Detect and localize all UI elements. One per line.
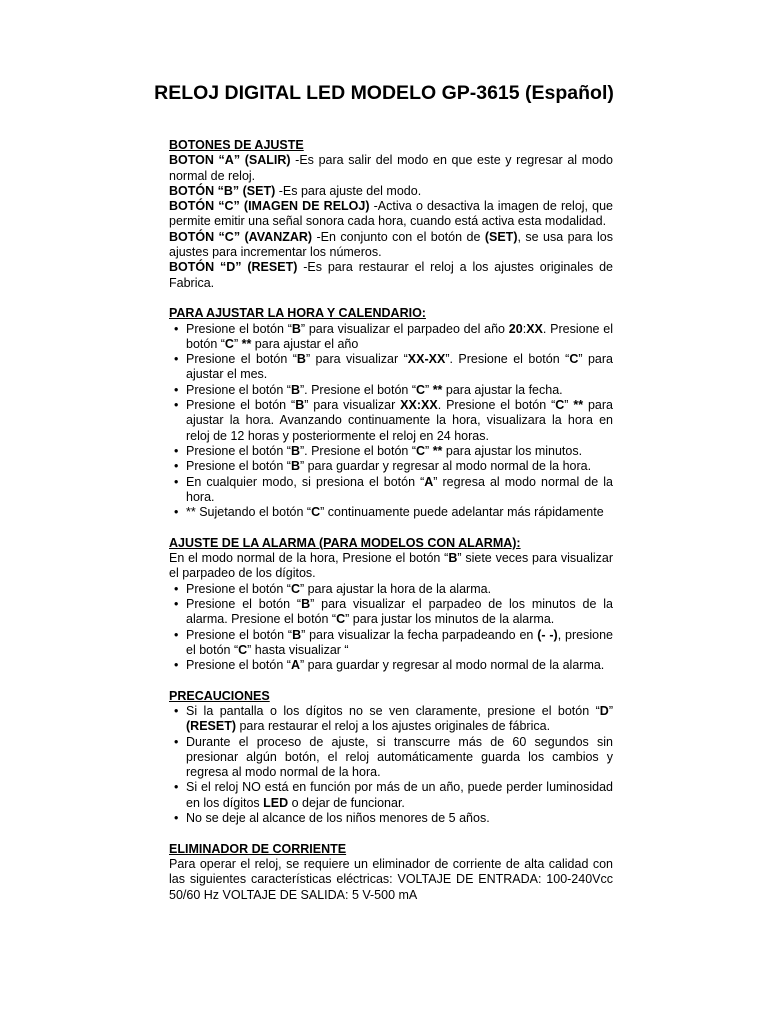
section-ajustar-hora xyxy=(169,306,613,520)
section-heading-eliminador: ELIMINADOR DE CORRIENTE xyxy=(169,841,347,856)
list-item: • Presione el botón “B”. Presione el botón “C” ** para ajustar los minutos. xyxy=(169,444,613,459)
list-precauciones xyxy=(169,704,613,826)
list-item: • Si el reloj NO está en función por más de un año, puede perder luminosidad en los dígitos LED o dejar de funcionar. xyxy=(169,780,613,811)
paragraph-eliminador: Para operar el reloj, se requiere un eliminador de corriente de alta calidad con las siguientes características eléctricas: VOLTAJE DE ENTRADA: 100-240Vcc 50/60 Hz VOLTAJE DE SALIDA: 5 V-500 mA xyxy=(169,856,613,902)
list-item: • No se deje al alcance de los niños menores de 5 años. xyxy=(169,811,613,826)
paragraph-boton-d: BOTÓN “D” (RESET) -Es para restaurar el reloj a los ajustes originales de Fabrica. xyxy=(169,260,613,290)
list-item: • Si la pantalla o los dígitos no se ven claramente, presione el botón “D” (RESET) para restaurar el reloj a los ajustes originales de fábrica. xyxy=(169,704,613,735)
list-item: • En cualquier modo, si presiona el botón “A” regresa al modo normal de la hora. xyxy=(169,475,613,506)
section-heading-alarma: AJUSTE DE LA ALARMA (PARA MODELOS CON ALARMA): xyxy=(169,535,521,550)
section-heading-precauciones: PRECAUCIONES xyxy=(169,688,270,703)
page-title: RELOJ DIGITAL LED MODELO GP-3615 (Español) xyxy=(154,82,614,104)
paragraph-boton-c-avanzar: BOTÓN “C” (AVANZAR) -En conjunto con el botón de (SET), se usa para los ajustes para incrementar los números. xyxy=(169,229,614,260)
list-item: • Presione el botón “B” para visualizar el parpadeo de los minutos de la alarma. Presione el botón “C” para justar los minutos de la alarma. xyxy=(169,597,613,628)
list-item: • Presione el botón “B” para visualizar XX:XX. Presione el botón “C” ** para ajustar la hora. Avanzando continuamente la hora, visualizara la hora en reloj de 12 horas y posteriormente el reloj en 24 horas. xyxy=(169,398,613,444)
section-precauciones xyxy=(169,689,613,827)
list-item: • Presione el botón “A” para guardar y regresar al modo normal de la alarma. xyxy=(169,658,613,673)
paragraph-boton-b: BOTÓN “B” (SET) -Es para ajuste del modo. xyxy=(169,183,422,198)
document-body xyxy=(169,138,613,918)
list-hora xyxy=(169,322,613,521)
list-item: • Presione el botón “B”. Presione el botón “C” ** para ajustar la fecha. xyxy=(169,383,613,398)
list-item: • Presione el botón “B” para guardar y regresar al modo normal de la hora. xyxy=(169,459,613,474)
list-item: • Presione el botón “C” para ajustar la hora de la alarma. xyxy=(169,582,613,597)
paragraph-alarma-intro: En el modo normal de la hora, Presione el botón “B” siete veces para visualizar el parpadeo de los dígitos. xyxy=(169,551,613,581)
list-item: • Presione el botón “B” para visualizar la fecha parpadeando en (- -), presione el botón “C” hasta visualizar “ xyxy=(169,628,613,659)
section-heading-hora: PARA AJUSTAR LA HORA Y CALENDARIO: xyxy=(169,306,426,321)
list-item: • Presione el botón “B” para visualizar “XX-XX”. Presione el botón “C” para ajustar el mes. xyxy=(169,352,613,383)
section-botones xyxy=(169,138,613,291)
list-item: • Durante el proceso de ajuste, si transcurre más de 60 segundos sin presionar algún botón, el reloj automáticamente guarda los cambios y regresa al modo normal de la hora. xyxy=(169,735,613,781)
paragraph-boton-a: BOTON “A” (SALIR) -Es para salir del modo en que este y regresar al modo normal de reloj. xyxy=(169,153,613,183)
section-eliminador xyxy=(169,842,613,903)
paragraph-boton-c-imagen: BOTÓN “C” (IMAGEN DE RELOJ) -Activa o desactiva la imagen de reloj, que permite emitir una señal sonora cada hora, cuando está activa esta modalidad. xyxy=(169,199,614,229)
list-item: • ** Sujetando el botón “C” continuamente puede adelantar más rápidamente xyxy=(169,505,613,520)
list-alarma xyxy=(169,582,613,674)
section-heading-botones: BOTONES DE AJUSTE xyxy=(169,138,304,152)
section-alarma xyxy=(169,536,613,674)
list-item: • Presione el botón “B” para visualizar el parpadeo del año 20:XX. Presione el botón “C” ** para ajustar el año xyxy=(169,322,613,353)
